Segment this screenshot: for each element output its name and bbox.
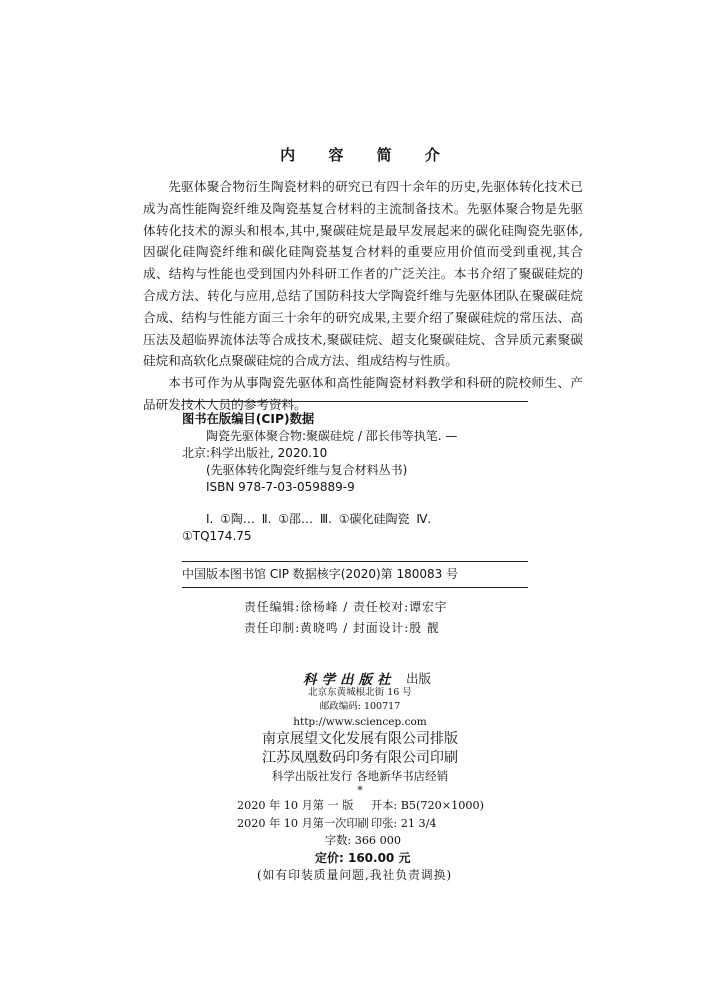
typesetter: 南京展望文化发展有限公司排版 (262, 731, 458, 747)
publisher-name: 科学出版社 (303, 672, 396, 688)
distribution: 科学出版社发行 各地新华书店经销 (271, 769, 449, 783)
print-date: 2020 年 10 月第一次印刷 (237, 816, 369, 830)
summary-title: 内 容 简 介 (280, 146, 454, 164)
cip-publisher-line: 北京:科学出版社, 2020.10 (182, 446, 328, 460)
publisher-suffix: 出版 (406, 671, 432, 686)
cip-data-block (182, 401, 528, 588)
cip-heading: 图书在版编目(CIP)数据 (182, 412, 315, 426)
edition-specs (0, 797, 720, 885)
price: 定价: 160.00 元 (315, 850, 411, 865)
cip-national-number: 中国版本图书馆 CIP 数据核字(2020)第 180083 号 (182, 567, 459, 581)
summary-paragraph-2: 本书可作为从事陶瓷先驱体和高性能陶瓷材料教学和科研的院校师生、产品研发技术人员的参考资料。 (143, 375, 583, 412)
publisher-url: http://www.sciencep.com (293, 716, 427, 728)
summary-text (143, 176, 583, 416)
word-count: 字数: 366 000 (325, 834, 401, 847)
cip-classification: ①TQ174.75 (182, 529, 252, 543)
publisher-block (0, 668, 720, 785)
publisher-postcode: 邮政编码: 100717 (319, 701, 401, 712)
cip-isbn: ISBN 978-7-03-059889-9 (206, 480, 355, 494)
credits-line-editors: 责任编辑:徐杨峰 / 责任校对:谭宏宇 (244, 600, 448, 614)
print-sheets: 印张: 21 3/4 (371, 816, 437, 830)
quality-notice: (如有印装质量问题,我社负责调换) (257, 868, 453, 882)
summary-paragraph-1: 先驱体聚合物衍生陶瓷材料的研究已有四十余年的历史,先驱体转化技术已成为高性能陶瓷纤维及陶瓷基复合材料的主流制备技术。先驱体聚合物是先驱体转化技术的源头和根本,其中,聚碳硅烷是最早发展起来的碳化硅陶瓷先驱体,因碳化硅陶瓷纤维和碳化硅陶瓷基复合材料的重要应用价值而受到重视,其合成、结构与性能也受到国内外科研工作者的广泛关注。本书介绍了聚碳硅烷的合成方法、转化与应用,总结了国防科技大学陶瓷纤维与先驱体团队在聚碳硅烷合成、结构与性能方面三十余年的研究成果,主要介绍了聚碳硅烷的常压法、高压法及超临界流体法等合成技术,聚碳硅烷、超支化聚碳硅烷、含异质元素聚碳硅烷和高软化点聚碳硅烷的合成方法、组成结构与性质。 (143, 179, 583, 369)
cip-bottom-rule (182, 587, 528, 588)
credits-line-production: 责任印制:黄晓鸣 / 封面设计:殷 靓 (244, 621, 440, 635)
cip-title-line: 陶瓷先驱体聚合物:聚碳硅烷 / 邵长伟等执笔. — (206, 429, 458, 443)
cip-index-line: Ⅰ. ①陶… Ⅱ. ①邵… Ⅲ. ①碳化硅陶瓷 Ⅳ. (206, 512, 432, 526)
separator-asterisk: * (357, 784, 363, 797)
printer: 江苏凤凰数码印务有限公司印刷 (262, 750, 458, 766)
publisher-address: 北京东黄城根北街 16 号 (308, 687, 412, 698)
edition-date: 2020 年 10 月第 一 版 (237, 799, 354, 812)
cip-series-line: (先驱体转化陶瓷纤维与复合材料丛书) (206, 463, 408, 477)
editorial-credits (244, 597, 448, 639)
book-format: 开本: B5(720×1000) (371, 799, 484, 812)
